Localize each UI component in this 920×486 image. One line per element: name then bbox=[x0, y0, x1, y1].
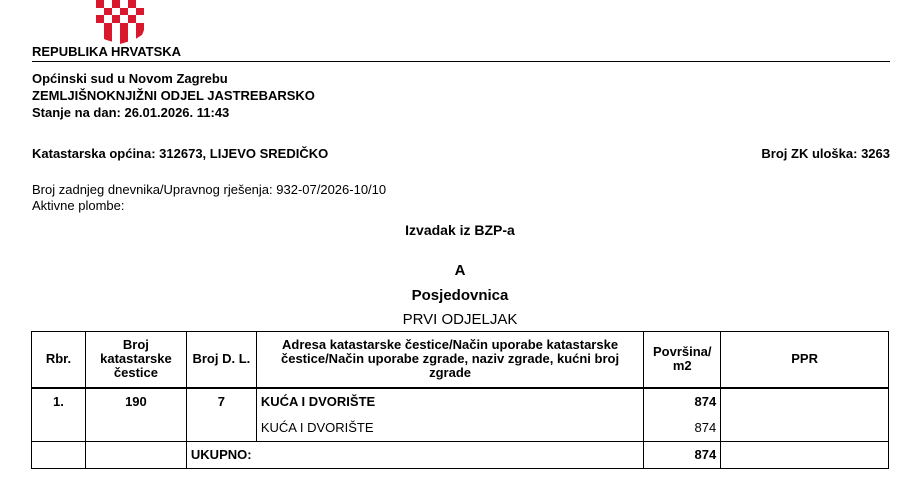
coat-square bbox=[128, 15, 136, 23]
coat-square bbox=[96, 8, 104, 16]
cell-empty bbox=[85, 441, 186, 468]
cell-ppr bbox=[721, 388, 889, 415]
cell-area: 874 bbox=[644, 388, 721, 415]
coat-checkerboard bbox=[96, 0, 144, 30]
coat-square bbox=[112, 23, 120, 31]
status-date: Stanje na dan: 26.01.2026. 11:43 bbox=[32, 105, 230, 120]
cell-parcel bbox=[85, 415, 186, 442]
coat-square bbox=[120, 8, 128, 16]
cell-ppr bbox=[721, 415, 889, 442]
cell-dl bbox=[186, 415, 256, 442]
coat-of-arms bbox=[96, 0, 144, 40]
col-header-address: Adresa katastarske čestice/Način uporabe katastarske čestice/Način uporabe zgrade, naziv zgrade, kućni broj zgrade bbox=[256, 332, 643, 388]
col-header-dl: Broj D. L. bbox=[186, 332, 256, 388]
coat-square bbox=[136, 0, 144, 8]
coat-square bbox=[120, 0, 128, 8]
active-seals: Aktivne plombe: bbox=[32, 198, 125, 213]
cell-dl: 7 bbox=[186, 388, 256, 415]
section-part: PRVI ODJELJAK bbox=[402, 311, 518, 328]
last-diary-number: Broj zadnjeg dnevnika/Upravnog rješenja: 932-07/2026-10/10 bbox=[32, 182, 387, 197]
coat-square bbox=[112, 0, 120, 8]
table-row bbox=[32, 415, 889, 442]
coat-square bbox=[120, 23, 128, 31]
section-letter: A bbox=[454, 262, 466, 279]
col-header-ppr: PPR bbox=[721, 332, 889, 388]
coat-square bbox=[128, 8, 136, 16]
land-registry-department: ZEMLJIŠNOKNJIŽNI ODJEL JASTREBARSKO bbox=[32, 88, 315, 103]
coat-square bbox=[96, 23, 104, 31]
col-header-parcel: Broj katastarske čestice bbox=[85, 332, 186, 388]
cell-rbr: 1. bbox=[32, 388, 86, 415]
coat-square bbox=[112, 8, 120, 16]
table-total-row bbox=[32, 441, 889, 468]
coat-square bbox=[96, 15, 104, 23]
coat-shield-bottom bbox=[96, 30, 144, 44]
coat-square bbox=[136, 8, 144, 16]
court-name: Općinski sud u Novom Zagrebu bbox=[32, 71, 228, 86]
coat-square bbox=[120, 15, 128, 23]
coat-square bbox=[112, 15, 120, 23]
coat-square bbox=[104, 0, 112, 8]
coat-square bbox=[136, 23, 144, 31]
possession-table bbox=[31, 331, 889, 469]
total-label: UKUPNO: bbox=[186, 441, 643, 468]
total-area: 874 bbox=[644, 441, 721, 468]
coat-square bbox=[128, 0, 136, 8]
excerpt-title: Izvadak iz BZP-a bbox=[405, 222, 515, 238]
cell-area: 874 bbox=[644, 415, 721, 442]
coat-square bbox=[104, 15, 112, 23]
coat-square bbox=[96, 0, 104, 8]
coat-square bbox=[136, 15, 144, 23]
table-header-row bbox=[32, 332, 889, 388]
table-row bbox=[32, 388, 889, 415]
coat-square bbox=[104, 23, 112, 31]
cell-address: KUĆA I DVORIŠTE bbox=[256, 388, 643, 415]
cell-rbr bbox=[32, 415, 86, 442]
col-header-area: Površina/ m2 bbox=[644, 332, 721, 388]
zk-number: Broj ZK uloška: 3263 bbox=[761, 146, 890, 161]
header-divider bbox=[32, 61, 890, 62]
cell-parcel: 190 bbox=[85, 388, 186, 415]
court-info bbox=[32, 70, 315, 121]
cadastral-municipality: Katastarska općina: 312673, LIJEVO SREDIČKO bbox=[32, 146, 329, 161]
section-name: Posjedovnica bbox=[411, 287, 509, 304]
diary-info bbox=[32, 182, 386, 214]
coat-square bbox=[104, 8, 112, 16]
cell-empty bbox=[721, 441, 889, 468]
cell-empty bbox=[32, 441, 86, 468]
cell-address: KUĆA I DVORIŠTE bbox=[256, 415, 643, 442]
coat-square bbox=[128, 23, 136, 31]
republic-title: REPUBLIKA HRVATSKA bbox=[32, 44, 182, 59]
col-header-rbr: Rbr. bbox=[32, 332, 86, 388]
